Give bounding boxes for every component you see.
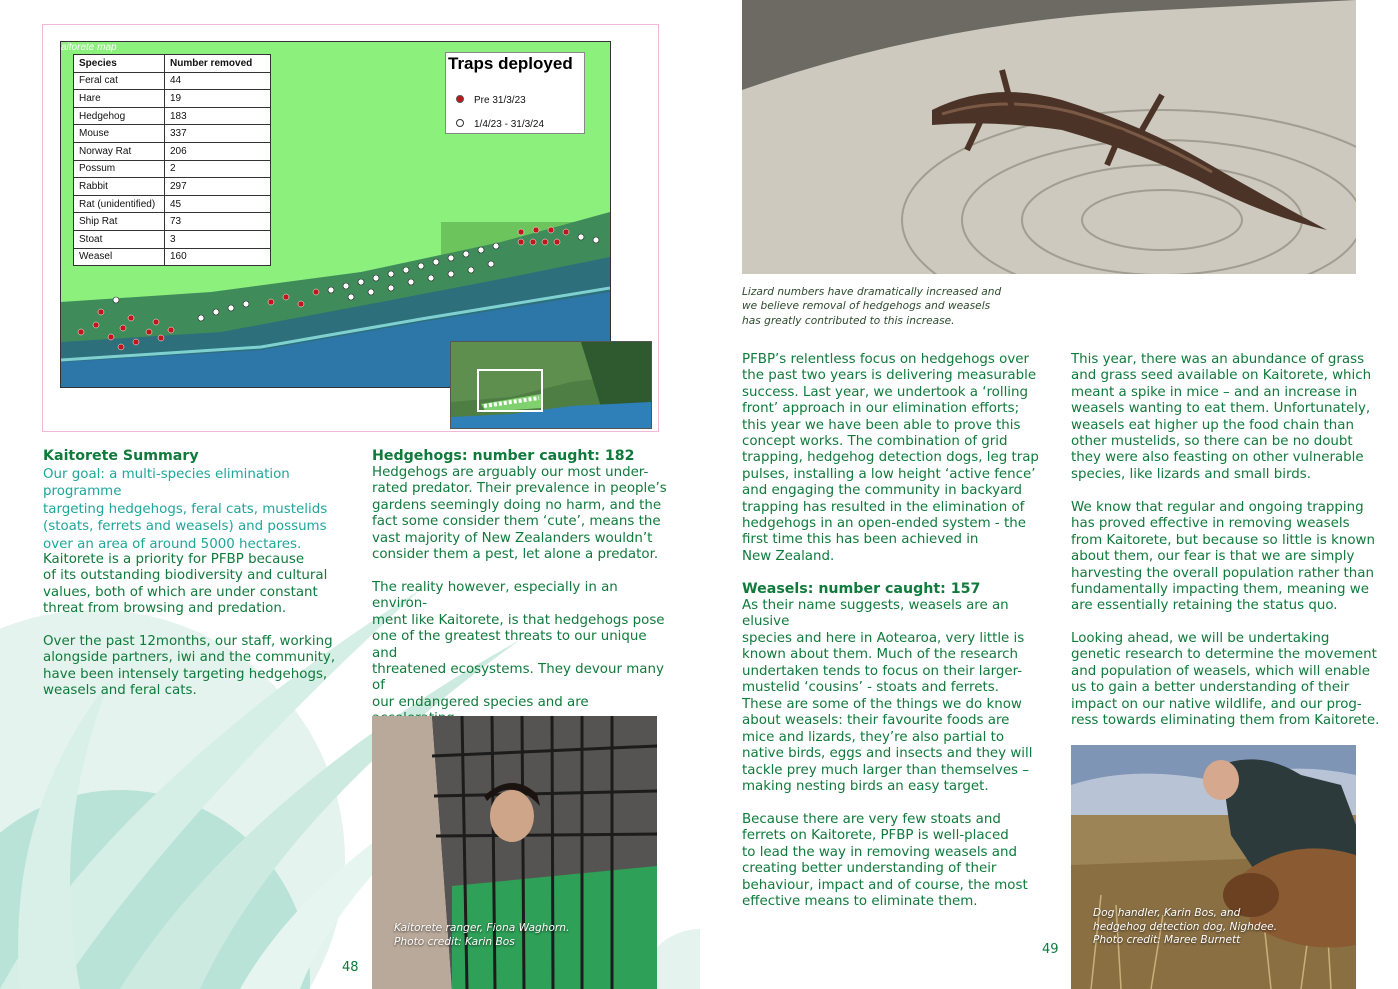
col3-paragraph: As their name suggests, weasels are an elusive species and here in Aotearoa, very little is known about them. Much of the research undertaken tends to focus on their larger- mustelid ‘cousins’ - stoats and ferrets.	[742, 598, 1025, 696]
map-legend	[445, 52, 585, 134]
col3-paragraph: These are some of the things we do know about weasels: their favourite foods are mice and lizards, they’re also partial to native birds, eggs and insects and they will tackle prey much larger than themselves – making nesting birds an easy target.	[742, 697, 1033, 795]
table-row	[74, 178, 271, 196]
species-cell: Hedgehog	[74, 107, 165, 125]
count-cell: 206	[165, 142, 271, 160]
dog-image	[1071, 745, 1356, 989]
table-row	[74, 230, 271, 248]
species-table	[73, 54, 271, 266]
lizard-caption: Lizard numbers have dramatically increased and we believe removal of hedgehogs and weasels has greatly contributed to this increase.	[742, 286, 1002, 327]
weasels-title: Weasels: number caught: 157	[742, 581, 981, 597]
count-cell: 183	[165, 107, 271, 125]
species-cell: Feral cat	[74, 72, 165, 90]
summary-paragraph: Over the past 12months, our staff, working alongside partners, iwi and the community, have been intensely targeting hedgehogs, weasels and feral cats.	[43, 634, 336, 699]
summary-paragraph: Kaitorete is a priority for PFBP because of its outstanding biodiversity and cultural values, both of which are under constant threat from browsing and predation.	[43, 552, 328, 617]
summary-title: Kaitorete Summary	[43, 448, 199, 464]
table-row	[74, 195, 271, 213]
table-row	[74, 72, 271, 90]
species-cell: Mouse	[74, 125, 165, 143]
species-cell: Ship Rat	[74, 213, 165, 231]
hedgehogs-paragraph: The reality however, especially in an environ- ment like Kaitorete, is that hedgehogs pose one of the greatest threats to our unique and threatened ecosystems. They devour many of our endangered species and are	[372, 580, 665, 710]
species-cell: Norway Rat	[74, 142, 165, 160]
species-cell: Rabbit	[74, 178, 165, 196]
species-cell: Weasel	[74, 248, 165, 266]
table-row	[74, 213, 271, 231]
inset-map-image	[451, 342, 651, 428]
table-row	[74, 125, 271, 143]
count-cell: 337	[165, 125, 271, 143]
summary-goal: Our goal: a multi-species elimination programme targeting hedgehogs, feral cats, mustelids (stoats, ferrets and weasels) and possums over an area of around 5000 hectares.	[43, 467, 328, 552]
table-row	[74, 160, 271, 178]
hedgehogs-title: Hedgehogs: number caught: 182	[372, 448, 635, 464]
col4-paragraph: We know that regular and ongoing trapping has proved effective in removing weasels from Kaitorete, but because so little is known about them, our fear is that we are simply harvesting the overall population rather than fundamentally impacting them, meaning we are essentially retaining the status quo.	[1071, 500, 1375, 614]
legend-title: Traps deployed	[448, 54, 573, 73]
inset-map	[450, 341, 652, 429]
count-cell: 44	[165, 72, 271, 90]
count-cell: 45	[165, 195, 271, 213]
table-header: Number removed	[165, 55, 271, 73]
hedgehogs-paragraph: Hedgehogs are arguably our most under- rated predator. Their prevalence in people’s gardens seemingly doing no harm, and the fact some consider them ‘cute’, means the vast majority of New Zealanders wouldn’t consider them a pest, let alone a predator.	[372, 465, 667, 563]
legend-label: Pre 31/3/23	[474, 95, 526, 106]
ranger-caption: Kaitorete ranger, Fiona Waghorn. Photo credit: Karin Bos	[394, 922, 570, 948]
red-dot-icon	[456, 95, 464, 103]
col3-paragraph: Because there are very few stoats and ferrets on Kaitorete, PFBP is well-placed to lead the way in removing weasels and creating better understanding of their behaviour, impact and of course, the most effective means to eliminate them.	[742, 812, 1028, 910]
page-number-left: 48	[342, 960, 359, 975]
species-cell: Possum	[74, 160, 165, 178]
count-cell: 19	[165, 90, 271, 108]
species-cell: Rat (unidentified)	[74, 195, 165, 213]
count-cell: 297	[165, 178, 271, 196]
table-row	[74, 248, 271, 266]
map-label: aitorete map	[61, 42, 117, 53]
count-cell: 2	[165, 160, 271, 178]
page-number-right: 49	[1042, 942, 1059, 957]
map-area	[60, 41, 611, 388]
dog-caption: Dog handler, Karin Bos, and hedgehog detection dog, Nighdee. Photo credit: Maree Burnett	[1093, 907, 1277, 947]
count-cell: 160	[165, 248, 271, 266]
legend-label: 1/4/23 - 31/3/24	[474, 119, 545, 130]
legend-item	[456, 95, 526, 106]
count-cell: 73	[165, 213, 271, 231]
col3-paragraph: PFBP’s relentless focus on hedgehogs over the past two years is delivering measurable success. Last year, we undertook a ‘rolling front’ approach in our elimination efforts; this year we have been able to prove this concept works. The combination of grid trapping, hedgehog detection dogs, leg trap pulses, installing a low height ‘active fence’ and engaging the community in backyard trapping has resulted in the elimination of hedgehogs in an open-ended system - the first time this has been achieved in New Zealand.	[742, 352, 1039, 564]
species-cell: Hare	[74, 90, 165, 108]
table-header: Species	[74, 55, 165, 73]
lizard-photo	[742, 0, 1356, 274]
table-row	[74, 142, 271, 160]
ranger-photo	[372, 716, 657, 989]
legend-item	[456, 119, 544, 130]
col4-paragraph: Looking ahead, we will be undertaking genetic research to determine the movement and population of weasels, which will enable us to gain a better understanding of their impact on our native wildlife, and our prog- ress towards eliminating them from Kaitorete.	[1071, 631, 1380, 729]
table-row	[74, 107, 271, 125]
table-row	[74, 90, 271, 108]
species-cell: Stoat	[74, 230, 165, 248]
count-cell: 3	[165, 230, 271, 248]
table-header-row	[74, 55, 271, 73]
dog-photo	[1071, 745, 1356, 989]
col4-paragraph: This year, there was an abundance of grass and grass seed available on Kaitorete, which meant a spike in mice – and an increase in weasels wanting to eat them. Unfortunately, weasels eat higher up the food chain than other mustelids, so there can be no doubt they were also feasting on other vulnerable species, like lizards and small birds.	[1071, 352, 1372, 482]
lizard-image	[742, 0, 1356, 274]
white-dot-icon	[456, 119, 464, 127]
